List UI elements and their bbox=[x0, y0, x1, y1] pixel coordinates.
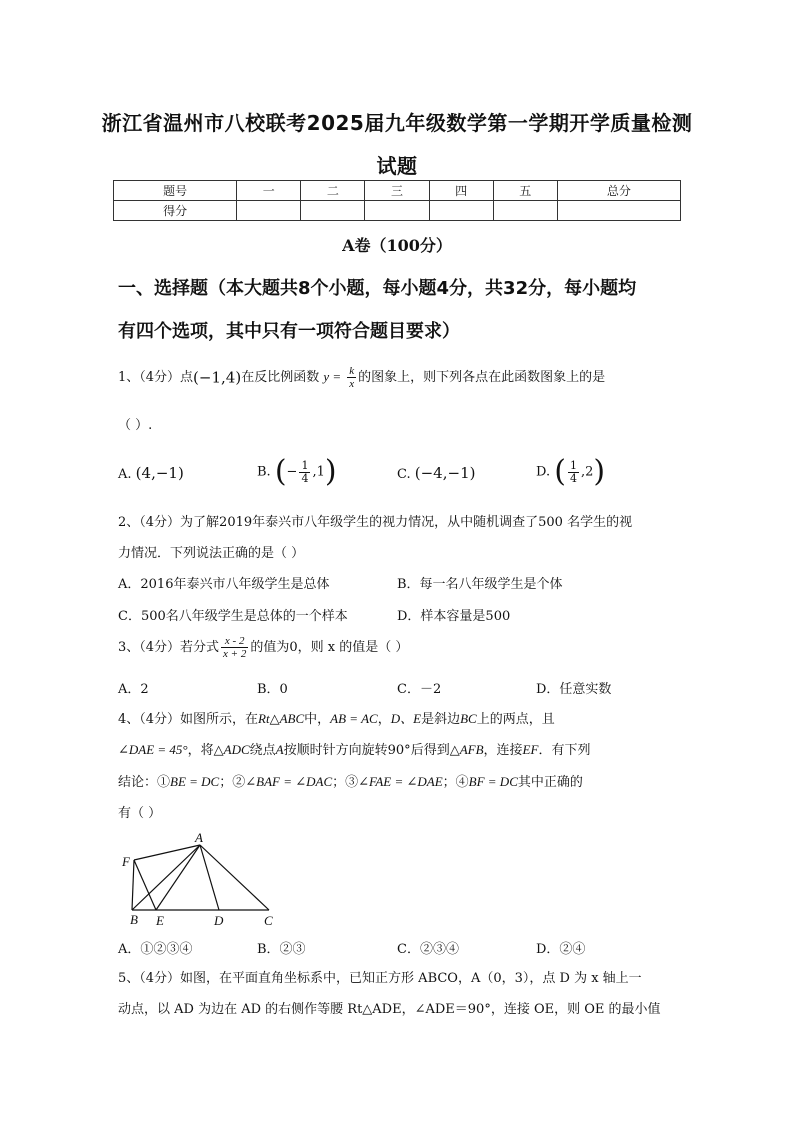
option-value: (4,−1) bbox=[135, 464, 184, 482]
question-2-line2: 力情况．下列说法正确的是（ ） bbox=[118, 546, 305, 561]
q4-text: ．有下列 bbox=[538, 743, 591, 758]
score-header-cell: 总分 bbox=[557, 181, 680, 201]
q1-paren: （ ）. bbox=[118, 418, 153, 433]
score-cell bbox=[237, 201, 301, 221]
question-4-line4: 有（ ） bbox=[118, 806, 162, 821]
q3-den: x + 2 bbox=[223, 648, 247, 660]
segment-ac bbox=[200, 845, 269, 910]
segment-af bbox=[134, 845, 200, 860]
part1-heading-line1: 一、选择题（本大题共8个小题，每小题4分，共32分，每小题均 bbox=[118, 278, 637, 299]
option-value: (−4,−1) bbox=[414, 464, 476, 482]
q4-text: 上的两点，且 bbox=[476, 712, 555, 727]
score-header-cell: 题号 bbox=[114, 181, 237, 201]
option-neg: − bbox=[286, 464, 298, 480]
q4-text: 中， bbox=[304, 712, 331, 727]
score-header-cell: 二 bbox=[301, 181, 365, 201]
part1-heading-line2: 有四个选项，其中只有一项符合题目要求） bbox=[118, 321, 460, 342]
q3-option-c: C．－2 bbox=[397, 682, 442, 697]
q1-option-c bbox=[397, 462, 475, 486]
question-5-line2: 动点，以 AD 为边在 AD 的右侧作等腰 Rt△ADE，∠ADE＝90°，连接 OE，则 OE 的最小值 bbox=[118, 1002, 661, 1017]
option-fraction bbox=[568, 460, 579, 485]
q2-option-c: C．500名八年级学生是总体的一个样本 bbox=[118, 609, 348, 624]
q4-option-c: C．②③④ bbox=[397, 942, 459, 957]
q4-math: ∠DAE = 45° bbox=[118, 742, 188, 757]
q4-math: BE = DC bbox=[170, 774, 220, 789]
q1-option-b bbox=[257, 452, 337, 493]
q1-prefix: 1、（4分）点 bbox=[118, 370, 194, 385]
vertex-label-a: A bbox=[195, 830, 203, 845]
q2-option-b: B．每一名八年级学生是个体 bbox=[397, 577, 563, 592]
document-title-line1: 浙江省温州市八校联考2025届九年级数学第一学期开学质量检测 bbox=[101, 111, 693, 135]
option-label: B. bbox=[257, 464, 271, 480]
q4-text: ，连接 bbox=[483, 743, 523, 758]
q1-mid: 在反比例函数 bbox=[241, 370, 320, 385]
segment-fe bbox=[134, 860, 156, 910]
score-row-label: 得分 bbox=[114, 201, 237, 221]
question-3-stem bbox=[118, 630, 408, 666]
option-rest: ,2 bbox=[580, 464, 594, 480]
q3-option-a: A．2 bbox=[118, 682, 149, 697]
section-a-heading: A卷（100分） bbox=[342, 236, 452, 255]
vertex-label-d: D bbox=[214, 913, 224, 928]
score-header-cell: 三 bbox=[365, 181, 429, 201]
q3-option-d: D．任意实数 bbox=[536, 682, 612, 697]
score-table bbox=[113, 180, 681, 221]
option-label: D. bbox=[536, 464, 551, 480]
q1-option-d bbox=[536, 452, 605, 493]
q2-option-d: D．样本容量是500 bbox=[397, 609, 511, 624]
q1-func-fraction bbox=[347, 365, 356, 390]
q4-text: 4、（4分）如图所示，在 bbox=[118, 712, 259, 727]
vertex-label-f: F bbox=[122, 854, 130, 869]
q4-text: 后得到 bbox=[410, 743, 450, 758]
option-frac-num: 1 bbox=[301, 458, 309, 472]
q3-num: x - 2 bbox=[221, 635, 248, 648]
score-cell bbox=[429, 201, 493, 221]
score-header-cell: 四 bbox=[429, 181, 493, 201]
q2-option-a: A．2016年泰兴市八年级学生是总体 bbox=[118, 577, 330, 592]
q1-func-den: x bbox=[349, 378, 355, 390]
q4-math: A bbox=[275, 742, 284, 757]
vertex-label-c: C bbox=[264, 913, 273, 928]
left-paren-glyph: ( bbox=[274, 454, 287, 489]
q4-math: ∠BAF = ∠DAC bbox=[245, 774, 333, 789]
option-frac-den: 4 bbox=[569, 471, 577, 485]
score-table-header-row bbox=[114, 181, 681, 201]
document-title-line2: 试题 bbox=[376, 154, 418, 178]
q4-math: D、E bbox=[390, 711, 422, 726]
question-2-line1: 2、（4分）为了解2019年泰兴市八年级学生的视力情况，从中随机调查了500 名学生的视 bbox=[118, 515, 633, 530]
option-rest: ,1 bbox=[312, 464, 325, 480]
score-header-cell: 一 bbox=[237, 181, 301, 201]
q4-text: ；③ bbox=[332, 775, 359, 790]
q4-option-b: B．②③ bbox=[257, 942, 306, 957]
q4-math: 90° bbox=[387, 743, 411, 758]
right-paren-glyph: ) bbox=[324, 454, 337, 489]
q4-math: AB = AC bbox=[330, 711, 378, 726]
score-cell bbox=[557, 201, 680, 221]
score-header-cell: 五 bbox=[493, 181, 557, 201]
q4-text: 是斜边 bbox=[421, 712, 461, 727]
question-4-line3 bbox=[118, 771, 583, 790]
q4-text: ；② bbox=[219, 775, 246, 790]
q4-math: △ADC bbox=[213, 742, 250, 757]
q4-math: ∠FAE = ∠DAE bbox=[358, 774, 443, 789]
q1-point: (−1,4) bbox=[193, 368, 242, 387]
q4-math: Rt△ABC bbox=[258, 711, 305, 726]
q1-suffix: 的图象上，则下列各点在此函数图象上的是 bbox=[358, 370, 606, 385]
q4-text: ；④ bbox=[442, 775, 469, 790]
q4-text: 结论：① bbox=[118, 775, 171, 790]
q3-prefix: 3、（4分）若分式 bbox=[118, 640, 220, 655]
segment-fb bbox=[132, 860, 134, 910]
q1-option-a bbox=[118, 462, 184, 486]
q4-math: BF = DC bbox=[468, 774, 518, 789]
question-1-stem bbox=[118, 362, 605, 393]
q4-option-d: D．②④ bbox=[536, 942, 586, 957]
option-label: C. bbox=[397, 467, 411, 482]
option-fraction bbox=[299, 460, 310, 485]
question-4-line2 bbox=[118, 739, 590, 758]
q4-text: ，将 bbox=[187, 743, 214, 758]
q4-math: EF bbox=[522, 742, 539, 757]
score-cell bbox=[301, 201, 365, 221]
q4-text: ， bbox=[377, 712, 391, 727]
right-paren-glyph: ) bbox=[593, 454, 606, 489]
score-cell bbox=[493, 201, 557, 221]
vertex-label-b: B bbox=[130, 912, 138, 927]
vertex-label-e: E bbox=[156, 913, 164, 928]
q4-option-a: A．①②③④ bbox=[118, 942, 193, 957]
left-paren-glyph: ( bbox=[554, 454, 566, 489]
question-4-line1 bbox=[118, 708, 555, 727]
option-frac-num: 1 bbox=[569, 458, 577, 472]
q3-fraction bbox=[221, 635, 248, 660]
q4-math: BC bbox=[460, 711, 477, 726]
segment-ae bbox=[156, 845, 200, 910]
q3-suffix: 的值为0，则 x 的值是（ ） bbox=[250, 640, 409, 655]
q4-math: △AFB bbox=[449, 742, 484, 757]
q1-func-num: k bbox=[349, 365, 355, 377]
score-cell bbox=[365, 201, 429, 221]
option-frac-den: 4 bbox=[301, 471, 309, 485]
option-label: A. bbox=[118, 467, 132, 482]
q4-text: 按顺时针方向旋转 bbox=[283, 743, 388, 758]
question-5-line1: 5、（4分）如图，在平面直角坐标系中，已知正方形 ABCO，A（0，3），点 D 为 x 轴上一 bbox=[118, 971, 642, 986]
q3-option-b: B．0 bbox=[257, 682, 288, 697]
score-table-score-row bbox=[114, 201, 681, 221]
q4-triangle-figure bbox=[118, 828, 278, 928]
q4-text: 其中正确的 bbox=[517, 775, 583, 790]
q4-text: 绕点 bbox=[249, 743, 276, 758]
q1-func-lhs: y = bbox=[323, 369, 342, 384]
